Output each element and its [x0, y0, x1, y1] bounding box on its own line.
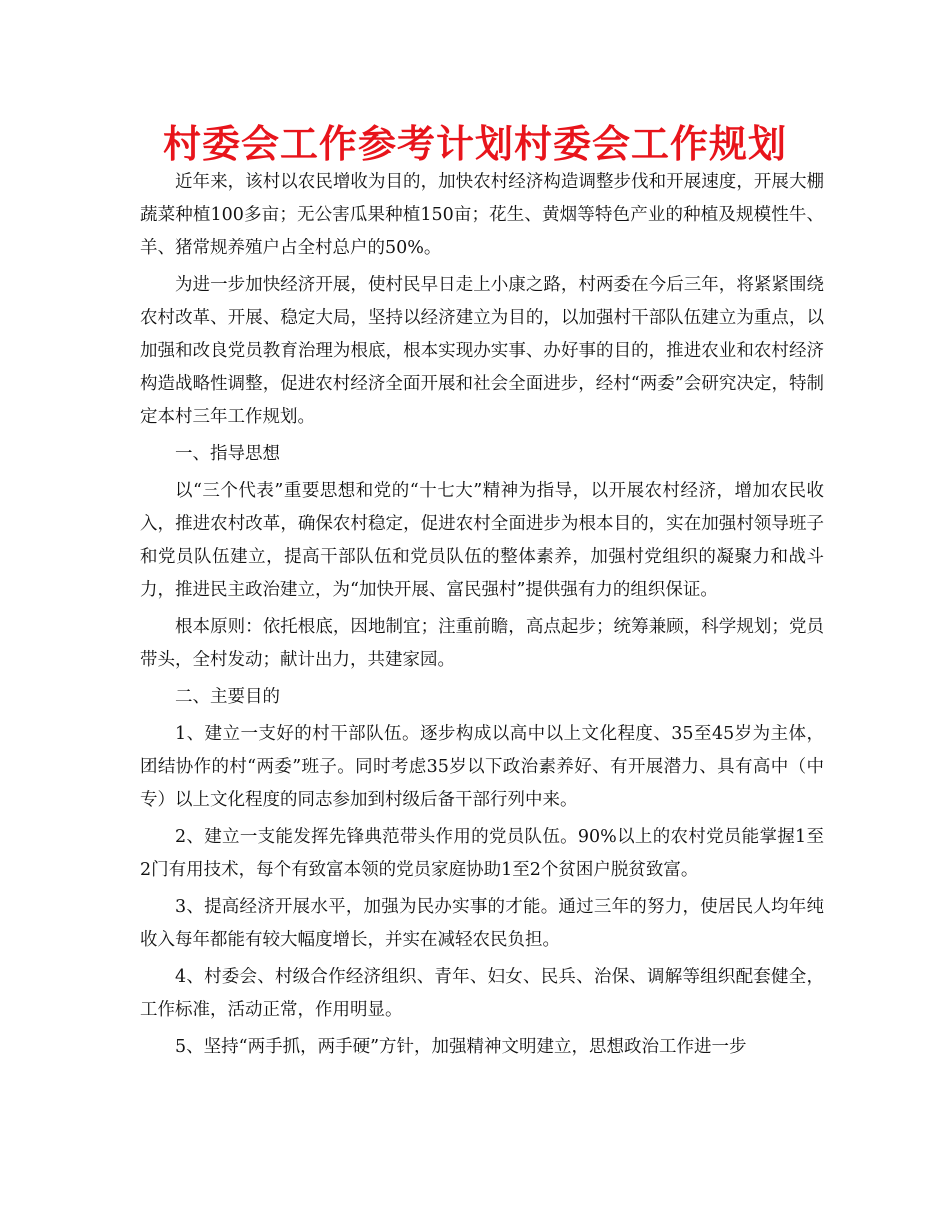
paragraph: 4、村委会、村级合作经济组织、青年、妇女、民兵、治保、调解等组织配套健全，工作标准，活动正常，作用明显。: [140, 967, 824, 1020]
paragraph: 1、建立一支好的村干部队伍。逐步构成以高中以上文化程度、35至45岁为主体，团结协作的村“两委”班子。同时考虑35岁以下政治素养好、有开展潜力、具有高中（中专）以上文化程度的同志参加到村级后备干部行列中来。: [140, 724, 824, 810]
paragraph: 近年来，该村以农民增收为目的，加快农村经济构造调整步伐和开展速度，开展大棚蔬菜种植100多亩；无公害瓜果种植150亩；花生、黄烟等特色产业的种植及规模性牛、羊、猪常规养殖户占全村总户的50%。: [140, 172, 824, 258]
paragraph: 根本原则：依托根底，因地制宜；注重前瞻，高点起步；统筹兼顾，科学规划；党员带头，全村发动；献计出力，共建家园。: [140, 617, 824, 670]
paragraph: 以“三个代表”重要思想和党的“十七大”精神为指导，以开展农村经济，增加农民收入，推进农村改革，确保农村稳定，促进农村全面进步为根本目的，实在加强村领导班子和党员队伍建立，提高干部队伍和党员队伍的整体素养，加强村党组织的凝聚力和战斗力，推进民主政治建立，为“加快开展、富民强村”提供强有力的组织保证。: [140, 481, 824, 600]
paragraph: 3、提高经济开展水平，加强为民办实事的才能。通过三年的努力，使居民人均年纯收入每年都能有较大幅度增长，并实在减轻农民负担。: [140, 897, 824, 950]
document-body: [140, 166, 824, 1068]
paragraph: 2、建立一支能发挥先锋典范带头作用的党员队伍。90%以上的农村党员能掌握1至2门有用技术，每个有致富本领的党员家庭协助1至2个贫困户脱贫致富。: [140, 827, 824, 880]
section-heading: 一、指导思想: [175, 444, 280, 464]
document-title: 村委会工作参考计划村委会工作规划: [162, 122, 787, 166]
section-heading: 二、主要目的: [175, 687, 280, 707]
paragraph: 为进一步加快经济开展，使村民早日走上小康之路，村两委在今后三年，将紧紧围绕农村改革、开展、稳定大局，坚持以经济建立为目的，以加强村干部队伍建立为重点，以加强和改良党员教育治理为根底，根本实现办实事、办好事的目的，推进农业和农村经济构造战略性调整，促进农村经济全面开展和社会全面进步，经村“两委”会研究决定，特制定本村三年工作规划。: [140, 275, 824, 427]
paragraph: 5、坚持“两手抓，两手硬”方针，加强精神文明建立，思想政治工作进一步: [175, 1037, 747, 1057]
